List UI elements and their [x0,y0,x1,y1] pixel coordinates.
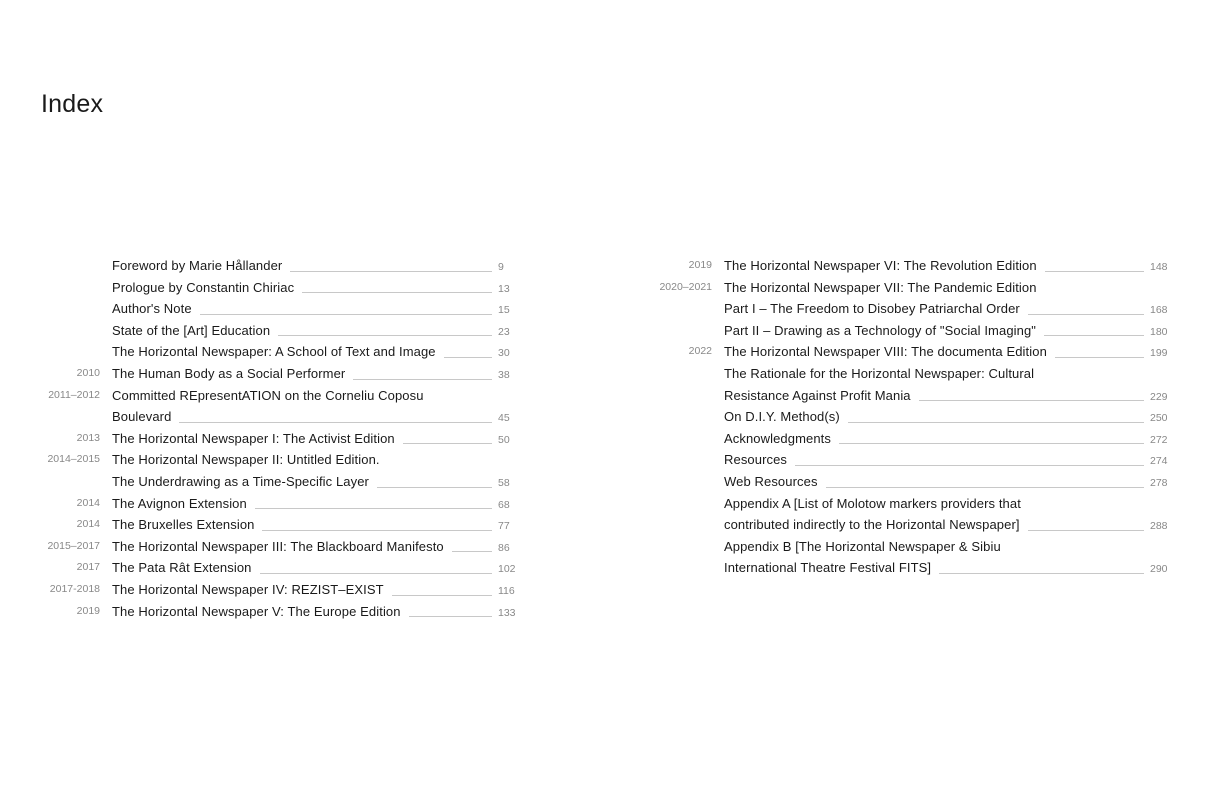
entry-year: 2017-2018 [49,582,100,595]
index-entry-line [0,341,520,363]
page-number: 180 [1150,325,1168,338]
entry-year: 2015–2017 [47,539,100,552]
entry-title: The Pata Rât Extension [112,560,252,576]
entry-year: 2019 [688,259,712,271]
index-entry-line [612,320,1172,342]
index-entry [612,428,1172,450]
entry-title: The Horizontal Newspaper VI: The Revolution Edition [724,258,1037,273]
index-entry [0,255,520,277]
leader-line [1028,530,1144,531]
page-title: Index [41,90,104,118]
leader-line [255,508,492,509]
entry-year: 2022 [688,345,712,358]
entry-title: The Horizontal Newspaper VII: The Pandemic Edition [724,279,1037,295]
index-entry [612,341,1172,363]
index-entry-line [0,298,520,320]
page-number: 15 [498,304,510,317]
index-entry [0,514,520,536]
leader-line [260,573,493,574]
page-number: 30 [498,347,510,360]
index-entry-line [0,428,520,450]
index-entry [612,277,1172,299]
index-entry-line [0,579,520,601]
index-entry [612,298,1172,320]
index-entry-line [612,385,1172,407]
index-entry-line [0,320,520,342]
index-entry-line [0,493,520,515]
index-entry [612,493,1172,536]
page-number: 199 [1150,347,1168,360]
page-number: 23 [498,325,510,338]
index-entry-line [612,428,1172,450]
entry-title: The Underdrawing as a Time-Specific Layer [112,473,369,489]
index-entry-line [0,514,520,536]
leader-line [839,443,1144,444]
leader-line [290,271,492,272]
index-entry-line [612,341,1172,363]
index-entry-line [612,536,1172,558]
leader-line [848,422,1144,423]
leader-line [1044,335,1144,336]
entry-title: Web Resources [724,473,818,489]
leader-line [1055,357,1144,358]
entry-title: The Horizontal Newspaper III: The Blackboard Manifesto [112,538,444,554]
index-entry [0,428,520,450]
entry-year: 2014 [76,518,100,531]
index-entry-line [0,536,520,558]
leader-line [1028,314,1144,315]
index-entry [612,471,1172,493]
entry-title: State of the [Art] Education [112,322,271,338]
entry-title: Acknowledgments [724,430,831,446]
entry-year: 2014 [76,496,100,509]
leader-line [452,551,492,552]
index-entry-line [0,601,520,623]
entry-title: The Horizontal Newspaper I: The Activist Edition [112,430,395,446]
page-number: 278 [1150,476,1168,489]
leader-line [939,573,1144,574]
index-entry [0,363,520,385]
leader-line [302,292,492,293]
index-entry [612,536,1172,579]
leader-line [919,400,1144,401]
index-entry [0,385,520,428]
leader-line [262,530,492,531]
index-entry-line [0,277,520,299]
entry-title: The Bruxelles Extension [112,517,255,533]
entry-year: 2013 [76,431,100,444]
index-entry [0,298,520,320]
entry-title: The Horizontal Newspaper V: The Europe Edition [112,603,401,619]
page-number: 250 [1150,412,1168,425]
entry-year: 2014–2015 [47,453,100,466]
entry-title: Appendix B [The Horizontal Newspaper & Sibiu [724,538,1001,554]
page-number: 38 [498,368,510,381]
index-entry-line [612,255,1172,277]
entry-title: contributed indirectly to the Horizontal Newspaper] [724,517,1020,533]
page-number: 58 [498,476,510,489]
entry-title: Boulevard [112,409,172,425]
page-number: 290 [1150,563,1168,576]
page-number: 288 [1150,520,1168,533]
index-entry-line [0,385,520,407]
leader-line [795,465,1144,466]
page-number: 77 [498,520,510,533]
leader-line [444,357,492,358]
index-entry [612,363,1172,406]
index-column-right [612,255,1172,579]
index-entry-line [612,406,1172,428]
leader-line [392,595,492,596]
leader-line [353,379,492,380]
entry-title: The Horizontal Newspaper II: Untitled Edition. [112,452,380,468]
page-number: 9 [498,261,504,273]
index-column-left [0,255,520,622]
entry-year: 2011–2012 [48,388,100,401]
index-entry-line [612,514,1172,536]
page-number: 68 [498,498,510,511]
leader-line [1045,271,1144,272]
entry-title: Foreword by Marie Hållander [112,258,283,273]
leader-line [200,314,492,315]
index-entry-line [0,363,520,385]
page-number: 229 [1150,390,1168,403]
index-entry [612,449,1172,471]
entry-title: The Horizontal Newspaper IV: REZIST–EXIST [112,581,384,597]
entry-year: 2017 [76,561,100,574]
index-entry [612,406,1172,428]
page-number: 45 [498,412,510,425]
page-number: 148 [1150,261,1168,273]
index-entry-line [0,471,520,493]
index-entry-line [612,449,1172,471]
page-number: 272 [1150,433,1168,446]
entry-title: Prologue by Constantin Chiriac [112,279,295,295]
index-entry [0,536,520,558]
index-entry [0,579,520,601]
page-number: 168 [1150,304,1168,317]
entry-year: 2019 [76,604,100,617]
entry-title: International Theatre Festival FITS] [724,560,932,576]
entry-title: Part I – The Freedom to Disobey Patriarchal Order [724,301,1020,317]
index-entry [612,320,1172,342]
index-entry [0,601,520,623]
entry-year: 2010 [76,366,100,379]
leader-line [403,443,492,444]
index-entry-line [0,406,520,428]
entry-title: Resistance Against Profit Mania [724,387,911,403]
leader-line [278,335,492,336]
entry-title: Appendix A [List of Molotow markers providers that [724,495,1021,511]
index-entry [0,493,520,515]
index-entry [0,277,520,299]
entry-title: Resources [724,452,788,468]
index-entry-line [0,449,520,471]
page-number: 274 [1150,455,1168,468]
page-number: 50 [498,433,510,446]
index-entry [612,255,1172,277]
entry-title: The Rationale for the Horizontal Newspaper: Cultural [724,365,1035,381]
leader-line [179,422,492,423]
leader-line [826,487,1144,488]
index-entry [0,320,520,342]
entry-year: 2020–2021 [659,280,712,293]
entry-title: The Avignon Extension [112,495,247,511]
leader-line [409,616,492,617]
index-entry [0,557,520,579]
page-number: 133 [498,606,516,619]
page-number: 102 [498,563,516,576]
entry-title: The Horizontal Newspaper: A School of Text and Image [112,344,436,360]
index-entry [0,341,520,363]
entry-title: On D.I.Y. Method(s) [724,409,840,425]
entry-title: The Human Body as a Social Performer [112,365,346,381]
entry-title: Author's Note [112,301,192,317]
leader-line [377,487,492,488]
page-number: 116 [498,584,515,597]
index-entry-line [612,493,1172,515]
index-entry-line [612,471,1172,493]
index-entry-line [612,298,1172,320]
index-entry-line [612,363,1172,385]
entry-title: Part II – Drawing as a Technology of "Social Imaging" [724,322,1037,338]
index-entry [0,449,520,492]
index-entry-line [0,255,520,277]
entry-title: The Horizontal Newspaper VIII: The documenta Edition [724,344,1047,360]
page-number: 86 [498,541,510,554]
entry-title: Committed REpresentATION on the Corneliu Coposu [112,387,424,403]
index-entry-line [612,557,1172,579]
index-entry-line [0,557,520,579]
page-number: 13 [498,282,510,295]
index-entry-line [612,277,1172,299]
